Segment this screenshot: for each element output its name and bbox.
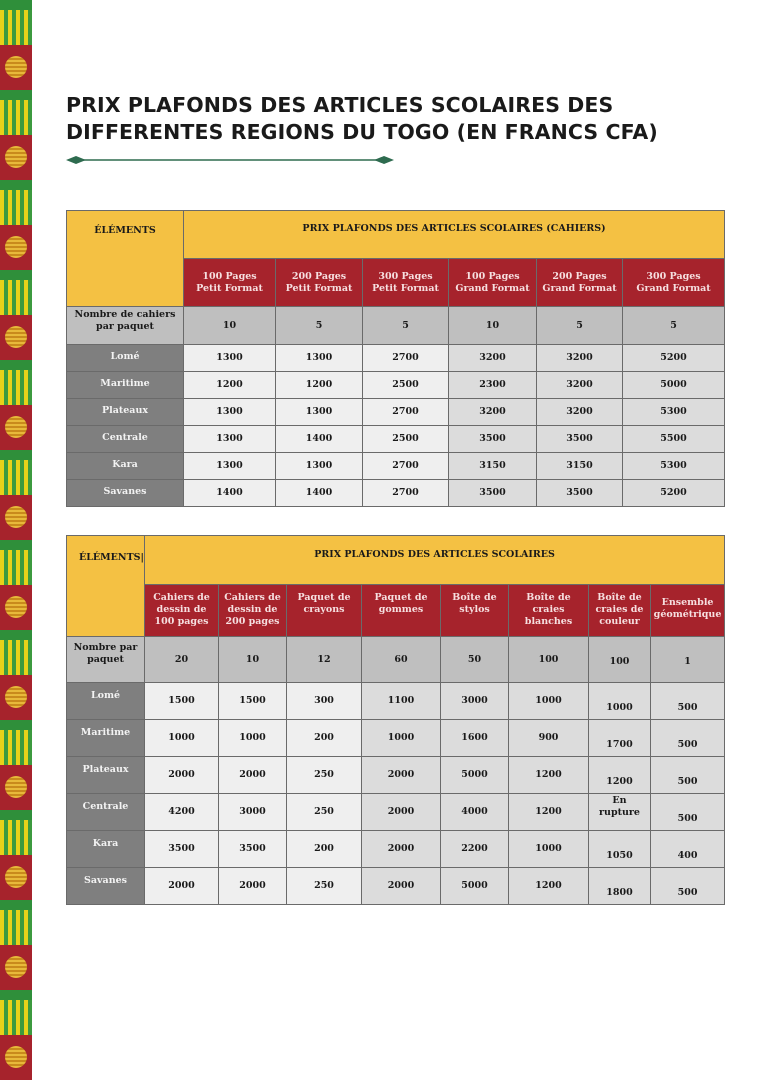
- price-cell: 2000: [362, 794, 441, 831]
- sun-emblem-pattern: [0, 585, 32, 630]
- price-cell: 3200: [537, 345, 623, 372]
- price-cell: 300: [287, 683, 362, 720]
- table-row: [67, 683, 725, 720]
- price-cell: 5200: [623, 345, 725, 372]
- kente-stripe-pattern: [0, 90, 32, 135]
- sun-emblem-pattern: [0, 225, 32, 270]
- price-cell: 2000: [362, 868, 441, 905]
- column-header: Boîte de craies blanches: [509, 585, 589, 637]
- price-cell: 1200: [184, 372, 276, 399]
- count-row: [67, 307, 725, 345]
- price-cell: 2700: [363, 453, 449, 480]
- price-cell: 1000: [509, 683, 589, 720]
- table-row: [67, 794, 725, 831]
- sun-emblem-pattern: [0, 945, 32, 990]
- sun-emblem-pattern: [0, 765, 32, 810]
- count-row: [67, 637, 725, 683]
- price-cell: 1500: [219, 683, 287, 720]
- column-header: 200 Pages Petit Format: [276, 259, 363, 307]
- table-row: [67, 399, 725, 426]
- price-cell: 3150: [537, 453, 623, 480]
- price-cell: 500: [651, 868, 725, 905]
- price-cell: 2000: [145, 757, 219, 794]
- column-header: Boîte de stylos: [441, 585, 509, 637]
- price-cell: 3200: [449, 399, 537, 426]
- price-cell: 2300: [449, 372, 537, 399]
- column-header: 300 Pages Petit Format: [363, 259, 449, 307]
- price-cell: 500: [651, 794, 725, 831]
- count-cell: 1: [651, 637, 725, 683]
- count-cell: 12: [287, 637, 362, 683]
- kente-stripe-pattern: [0, 540, 32, 585]
- price-cell: 3000: [441, 683, 509, 720]
- table-row: [67, 720, 725, 757]
- price-cell: 3500: [449, 480, 537, 507]
- price-cell: 2700: [363, 399, 449, 426]
- title-underline-ornament: [66, 152, 396, 168]
- column-header: 300 Pages Grand Format: [623, 259, 725, 307]
- price-cell: 250: [287, 868, 362, 905]
- price-cell: 200: [287, 831, 362, 868]
- price-cell: 3150: [449, 453, 537, 480]
- price-cell: 2000: [362, 757, 441, 794]
- price-cell: 1200: [509, 868, 589, 905]
- price-cell: 1100: [362, 683, 441, 720]
- table-row: [67, 426, 725, 453]
- count-cell: 5: [363, 307, 449, 345]
- price-cell: 4000: [441, 794, 509, 831]
- price-cell: 2000: [145, 868, 219, 905]
- price-cell: 2000: [362, 831, 441, 868]
- sun-emblem-pattern: [0, 855, 32, 900]
- price-cell: 1400: [184, 480, 276, 507]
- region-label: Plateaux: [67, 757, 145, 794]
- column-header: Paquet de gommes: [362, 585, 441, 637]
- price-cell: 1000: [145, 720, 219, 757]
- table-row: [67, 757, 725, 794]
- kente-stripe-pattern: [0, 0, 32, 45]
- price-cell: 500: [651, 757, 725, 794]
- price-cell: 5300: [623, 453, 725, 480]
- column-header: 100 Pages Petit Format: [184, 259, 276, 307]
- price-cell: 1200: [509, 794, 589, 831]
- kente-stripe-pattern: [0, 990, 32, 1035]
- region-label: Plateaux: [67, 399, 184, 426]
- column-header: 200 Pages Grand Format: [537, 259, 623, 307]
- price-cell: 1400: [276, 480, 363, 507]
- price-cell: 3200: [537, 399, 623, 426]
- price-cell: 2700: [363, 480, 449, 507]
- price-cell: 250: [287, 794, 362, 831]
- price-cell: 1800: [589, 868, 651, 905]
- count-cell: 60: [362, 637, 441, 683]
- price-cell: 2500: [363, 372, 449, 399]
- sun-emblem-pattern: [0, 405, 32, 450]
- column-header: Paquet de crayons: [287, 585, 362, 637]
- price-cell: 1400: [276, 426, 363, 453]
- table-row: [67, 868, 725, 905]
- price-cell: 5200: [623, 480, 725, 507]
- count-cell: 5: [623, 307, 725, 345]
- price-cell: 2200: [441, 831, 509, 868]
- notebooks-price-table: [66, 210, 725, 507]
- price-cell: 3000: [219, 794, 287, 831]
- price-cell: 250: [287, 757, 362, 794]
- region-label: Lomé: [67, 345, 184, 372]
- table-row: [67, 345, 725, 372]
- price-cell: 3200: [449, 345, 537, 372]
- price-cell: 1000: [509, 831, 589, 868]
- count-cell: 10: [449, 307, 537, 345]
- price-cell: 5500: [623, 426, 725, 453]
- table-row: [67, 480, 725, 507]
- price-cell: 1000: [219, 720, 287, 757]
- column-header: Ensemble géométrique: [651, 585, 725, 637]
- kente-stripe-pattern: [0, 180, 32, 225]
- column-header: Cahiers de dessin de 200 pages: [219, 585, 287, 637]
- price-cell: 200: [287, 720, 362, 757]
- kente-stripe-pattern: [0, 270, 32, 315]
- table-row: [67, 372, 725, 399]
- price-cell: 1300: [184, 453, 276, 480]
- column-header: Cahiers de dessin de 100 pages: [145, 585, 219, 637]
- price-cell: 1500: [145, 683, 219, 720]
- region-label: Lomé: [67, 683, 145, 720]
- price-cell: 5000: [441, 868, 509, 905]
- sun-emblem-pattern: [0, 1035, 32, 1080]
- sun-emblem-pattern: [0, 495, 32, 540]
- kente-stripe-pattern: [0, 450, 32, 495]
- title-line-2: DIFFERENTES REGIONS DU TOGO (EN FRANCS CFA): [66, 120, 658, 144]
- sun-emblem-pattern: [0, 315, 32, 360]
- price-cell: 1700: [589, 720, 651, 757]
- kente-stripe-pattern: [0, 630, 32, 675]
- count-label: Nombre par paquet: [67, 637, 145, 683]
- price-cell: 3500: [449, 426, 537, 453]
- sun-emblem-pattern: [0, 135, 32, 180]
- count-cell: 100: [589, 637, 651, 683]
- page-title: [66, 92, 706, 146]
- price-cell: En rupture: [589, 794, 651, 831]
- price-cell: 1300: [184, 426, 276, 453]
- region-label: Maritime: [67, 372, 184, 399]
- price-cell: 2500: [363, 426, 449, 453]
- price-cell: 3500: [537, 480, 623, 507]
- region-label: Kara: [67, 831, 145, 868]
- price-cell: 1000: [362, 720, 441, 757]
- price-cell: 1050: [589, 831, 651, 868]
- price-cell: 2000: [219, 757, 287, 794]
- region-label: Centrale: [67, 794, 145, 831]
- price-cell: 2700: [363, 345, 449, 372]
- price-cell: 5300: [623, 399, 725, 426]
- kente-stripe-pattern: [0, 360, 32, 405]
- region-label: Maritime: [67, 720, 145, 757]
- count-cell: 10: [219, 637, 287, 683]
- kente-stripe-pattern: [0, 720, 32, 765]
- region-label: Savanes: [67, 868, 145, 905]
- kente-stripe-pattern: [0, 810, 32, 855]
- region-label: Savanes: [67, 480, 184, 507]
- decorative-side-border: [0, 0, 32, 1080]
- count-cell: 10: [184, 307, 276, 345]
- price-cell: 1200: [276, 372, 363, 399]
- price-cell: 3200: [537, 372, 623, 399]
- count-cell: 5: [537, 307, 623, 345]
- price-cell: 1300: [276, 345, 363, 372]
- kente-stripe-pattern: [0, 900, 32, 945]
- count-cell: 50: [441, 637, 509, 683]
- price-cell: 5000: [441, 757, 509, 794]
- price-cell: 1600: [441, 720, 509, 757]
- count-cell: 100: [509, 637, 589, 683]
- elements-header: ÉLÉMENTS: [67, 211, 184, 307]
- title-line-1: PRIX PLAFONDS DES ARTICLES SCOLAIRES DES: [66, 93, 614, 117]
- table-row: [67, 453, 725, 480]
- group-title: PRIX PLAFONDS DES ARTICLES SCOLAIRES: [145, 536, 725, 585]
- sun-emblem-pattern: [0, 45, 32, 90]
- column-header: 100 Pages Grand Format: [449, 259, 537, 307]
- price-cell: 500: [651, 720, 725, 757]
- group-title: PRIX PLAFONDS DES ARTICLES SCOLAIRES (CAHIERS): [184, 211, 725, 259]
- price-cell: 400: [651, 831, 725, 868]
- column-header: Boîte de craies de couleur: [589, 585, 651, 637]
- price-cell: 4200: [145, 794, 219, 831]
- price-cell: 1200: [589, 757, 651, 794]
- price-cell: 1300: [276, 453, 363, 480]
- sun-emblem-pattern: [0, 675, 32, 720]
- price-cell: 1300: [184, 399, 276, 426]
- count-cell: 20: [145, 637, 219, 683]
- count-cell: 5: [276, 307, 363, 345]
- region-label: Centrale: [67, 426, 184, 453]
- price-cell: 1000: [589, 683, 651, 720]
- price-cell: 1200: [509, 757, 589, 794]
- price-cell: 2000: [219, 868, 287, 905]
- price-cell: 3500: [219, 831, 287, 868]
- price-cell: 3500: [537, 426, 623, 453]
- count-label: Nombre de cahiers par paquet: [67, 307, 184, 345]
- price-cell: 500: [651, 683, 725, 720]
- price-cell: 900: [509, 720, 589, 757]
- school-supplies-price-table: [66, 535, 725, 905]
- table-row: [67, 831, 725, 868]
- price-cell: 1300: [184, 345, 276, 372]
- elements-header: ÉLÉMENTS|: [67, 536, 145, 637]
- price-cell: 3500: [145, 831, 219, 868]
- price-cell: 1300: [276, 399, 363, 426]
- region-label: Kara: [67, 453, 184, 480]
- price-cell: 5000: [623, 372, 725, 399]
